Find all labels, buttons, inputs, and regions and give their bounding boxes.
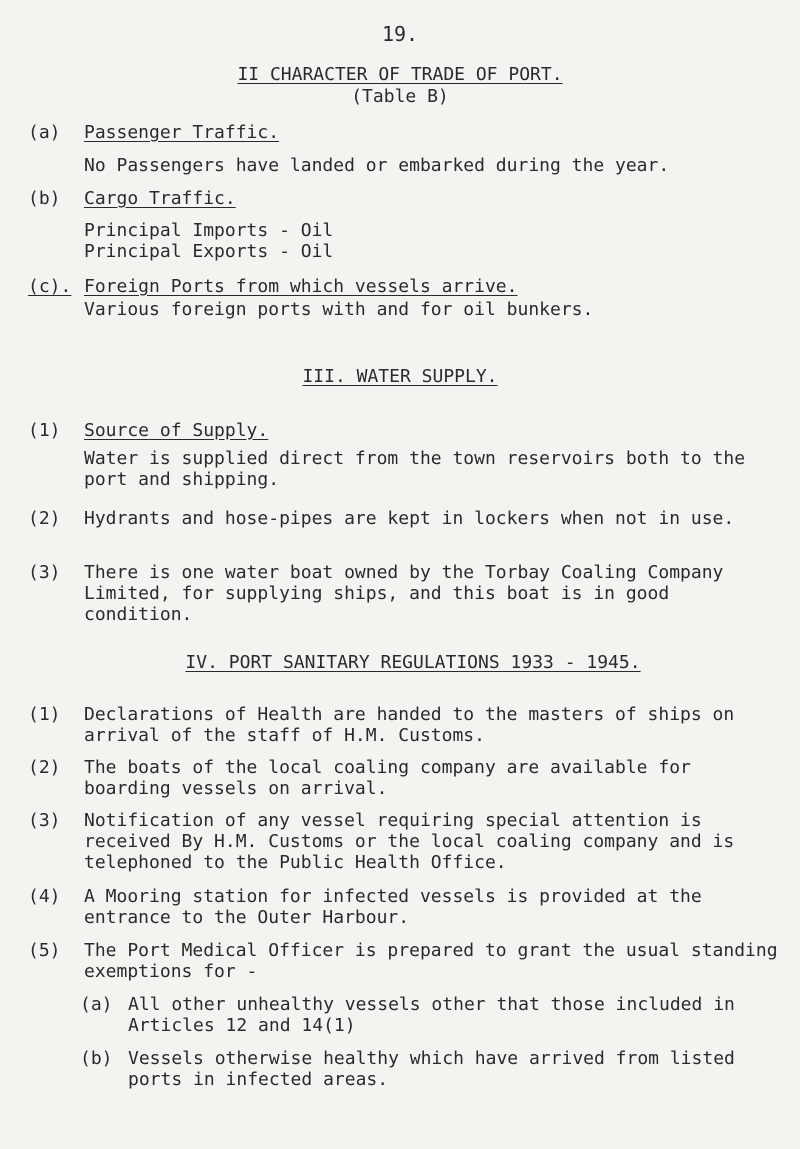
- item-text: Notification of any vessel requiring special attention is received By H.M. Customs or the local coaling company and is telephoned to the Public Health Office.: [84, 810, 735, 873]
- item-label: (1): [28, 420, 61, 441]
- item-label: (3): [28, 562, 61, 583]
- item-text: Various foreign ports with and for oil bunkers.: [84, 299, 594, 320]
- item-label: (4): [28, 886, 61, 907]
- page-number: 19.: [381, 22, 419, 46]
- item-title: Cargo Traffic.: [84, 188, 236, 209]
- item-label: (b): [80, 1048, 113, 1069]
- section-3-heading: III. WATER SUPPLY.: [302, 366, 498, 387]
- item-label: (c).: [28, 276, 72, 297]
- item-label: (3): [28, 810, 61, 831]
- section-4-heading: IV. PORT SANITARY REGULATIONS 1933 - 1945.: [185, 652, 641, 673]
- item-label: (b): [28, 188, 61, 209]
- item-title: Passenger Traffic.: [84, 122, 280, 143]
- item-title: Foreign Ports from which vessels arrive.: [84, 276, 518, 297]
- item-label: (5): [28, 940, 61, 961]
- item-label: (a): [28, 122, 61, 143]
- item-label: (1): [28, 704, 61, 725]
- item-text: A Mooring station for infected vessels is provided at the entrance to the Outer Harbour.: [84, 886, 702, 928]
- item-text: The Port Medical Officer is prepared to grant the usual standing exemptions for -: [84, 940, 778, 982]
- item-text: The boats of the local coaling company are available for boarding vessels on arrival.: [84, 757, 691, 799]
- item-text: There is one water boat owned by the Torbay Coaling Company Limited, for supplying ships, and this boat is in good condition.: [84, 562, 724, 625]
- section-2-heading: II CHARACTER OF TRADE OF PORT.: [237, 64, 563, 85]
- item-text: Hydrants and hose-pipes are kept in lockers when not in use.: [84, 508, 735, 529]
- item-text: Water is supplied direct from the town reservoirs both to the port and shipping.: [84, 448, 746, 490]
- item-label: (a): [80, 994, 113, 1015]
- item-text: Principal Imports - Oil: [84, 220, 334, 241]
- item-label: (2): [28, 757, 61, 778]
- item-label: (2): [28, 508, 61, 529]
- section-2-subheading: (Table B): [351, 86, 449, 107]
- item-text: Vessels otherwise healthy which have arrived from listed ports in infected areas.: [128, 1048, 735, 1090]
- item-text: No Passengers have landed or embarked during the year.: [84, 155, 670, 176]
- item-text: Principal Exports - Oil: [84, 241, 334, 262]
- item-text: All other unhealthy vessels other that those included in Articles 12 and 14(1): [128, 994, 735, 1036]
- item-title: Source of Supply.: [84, 420, 269, 441]
- item-text: Declarations of Health are handed to the masters of ships on arrival of the staff of H.M. Customs.: [84, 704, 735, 746]
